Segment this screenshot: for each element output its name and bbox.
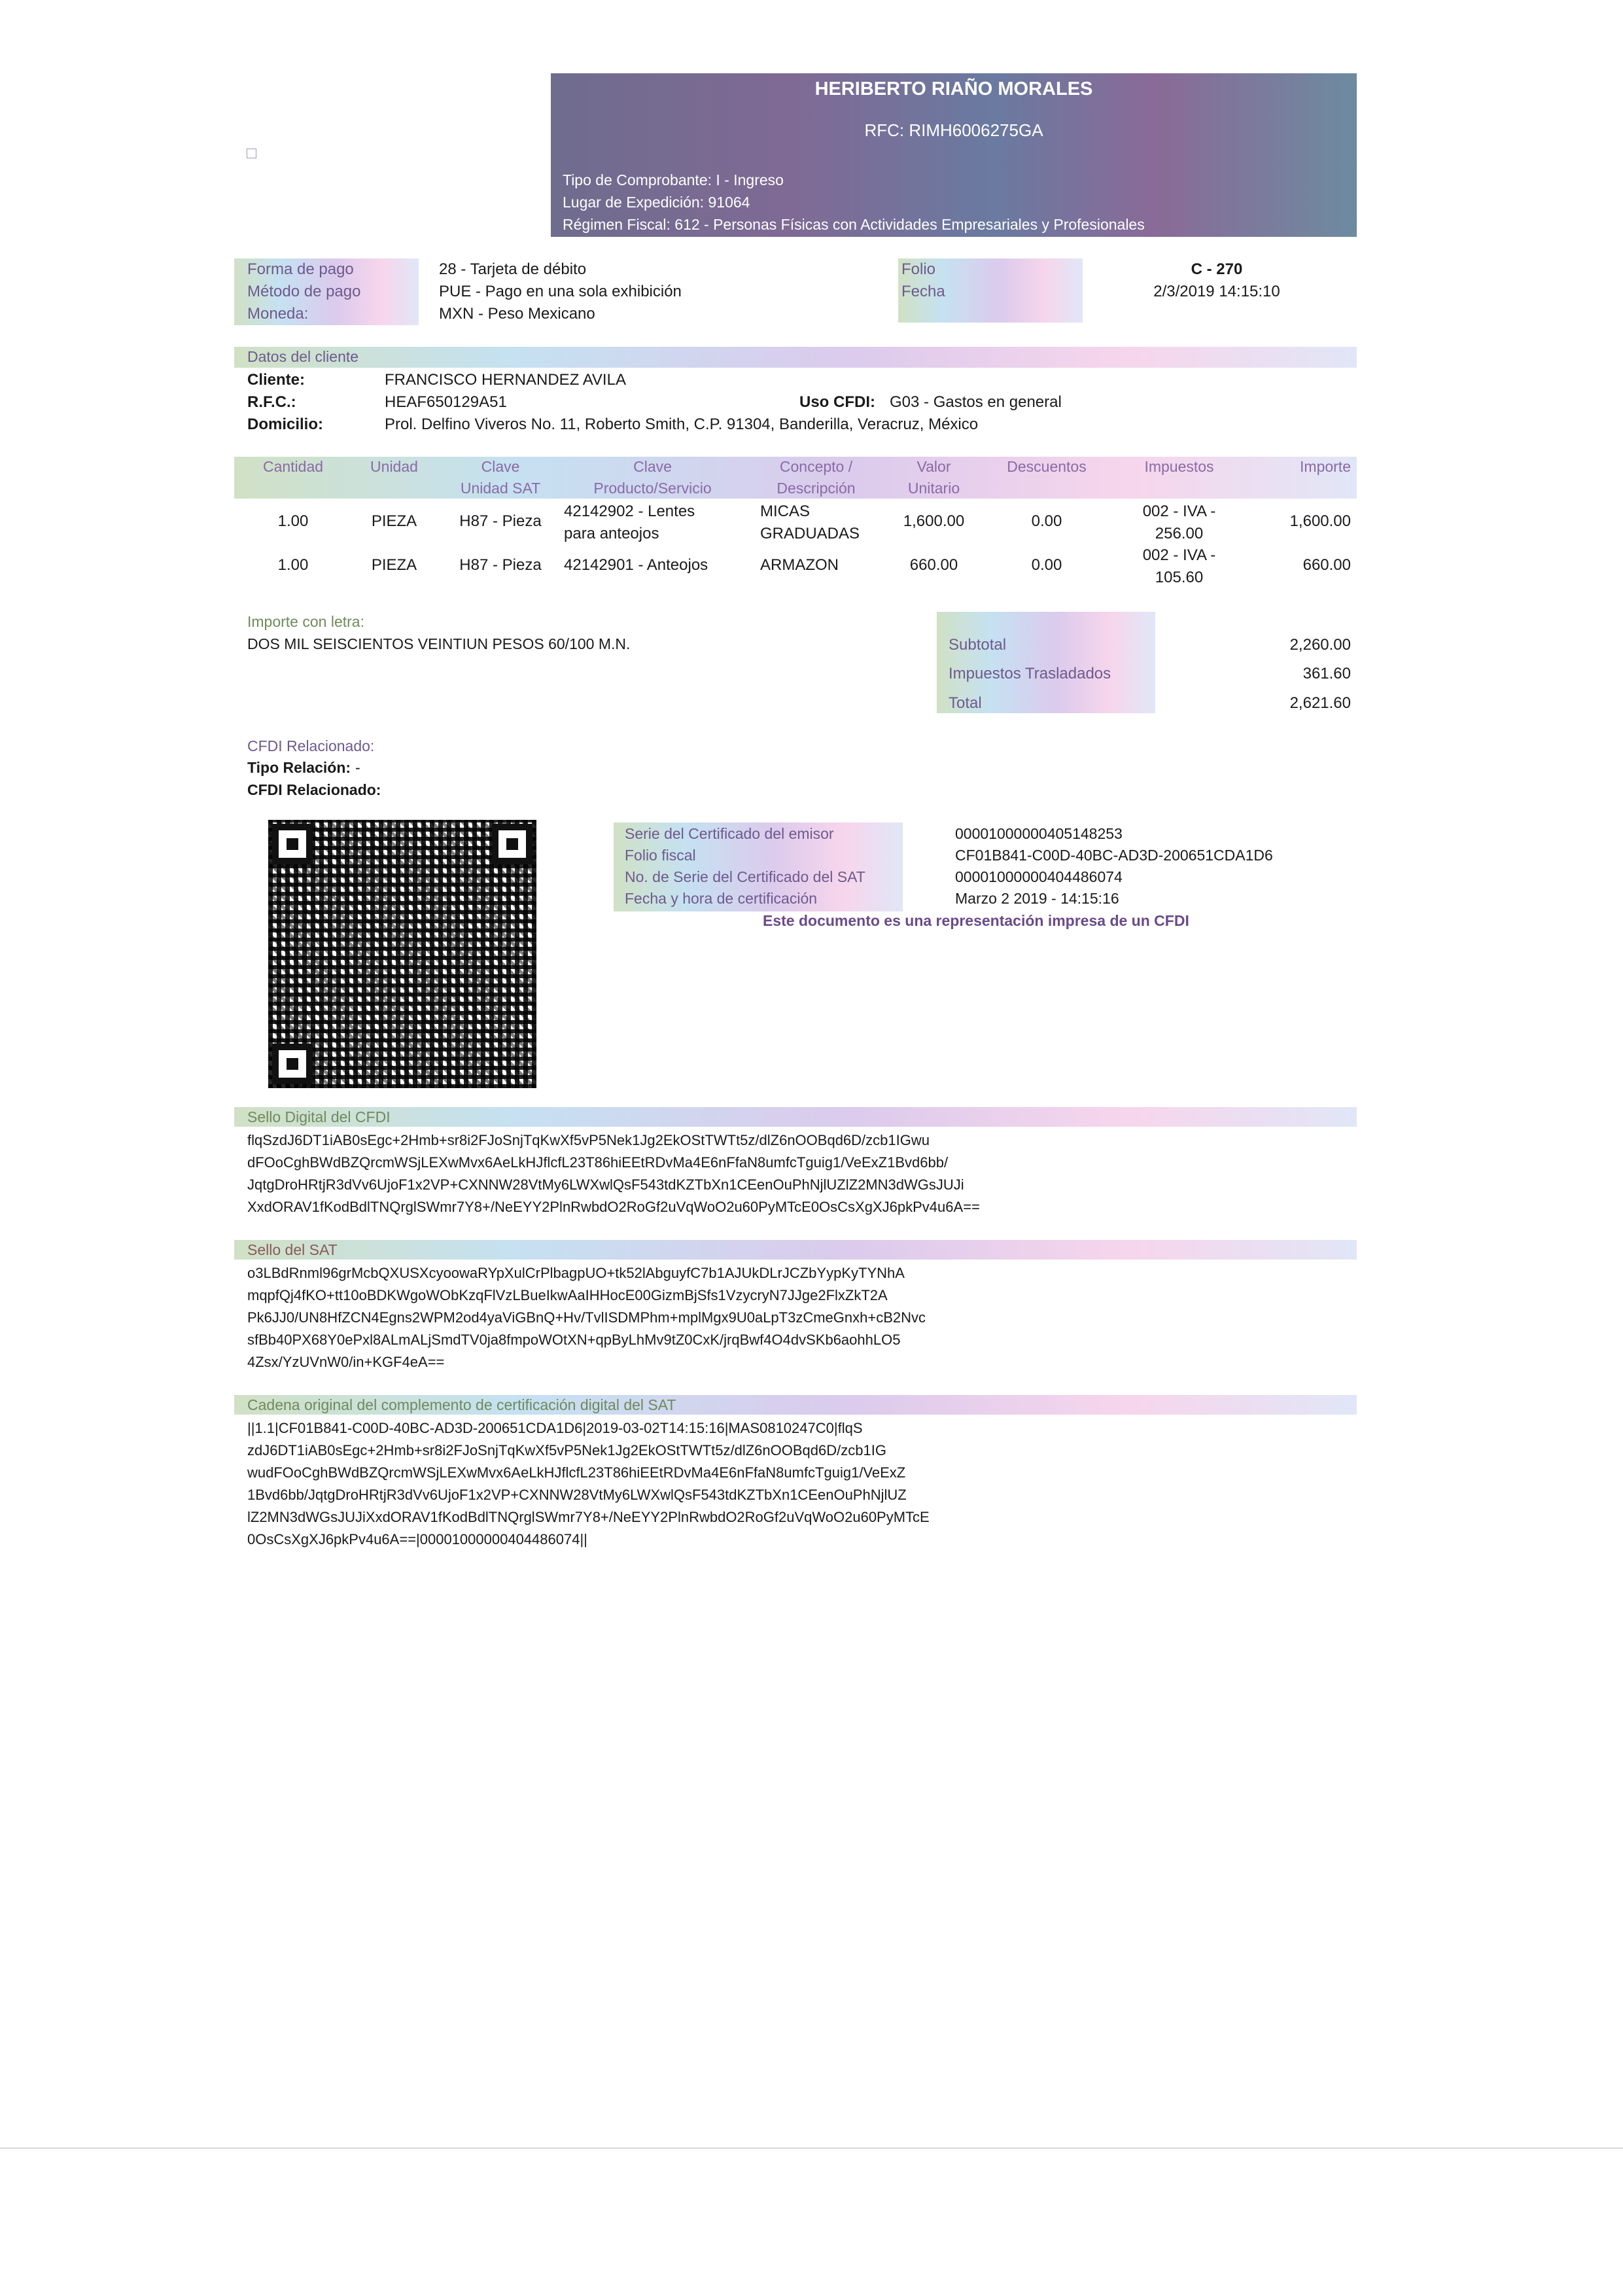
cadena-line: wudFOoCghBWdBZQrcmWSjLEXwMvx6AeLkHJflcfL23T86hiEEtRDvMa4E6nFfaN8umfcTguig1/VeExZ <box>247 1464 906 1481</box>
tipo-relacion-value: - <box>355 759 360 776</box>
th-concepto-2: Descripción <box>777 480 856 497</box>
cadena-line: lZ2MN3dWGsJUJiXxdORAV1fKodBdlTNQrglSWmr7Y8+/NeEYY2PlnRwbdO2RoGf2uVqWoO2u60PyMTcE <box>247 1509 930 1525</box>
forma-pago-value: 28 - Tarjeta de débito <box>439 260 587 278</box>
sello-sat-text <box>247 1262 1353 1373</box>
folio-fiscal-label: Folio fiscal <box>625 847 696 864</box>
th-clave-prod-2: Producto/Servicio <box>593 480 712 497</box>
serie-cert-label: Serie del Certificado del emisor <box>625 825 834 842</box>
th-impuestos: Impuestos <box>1144 458 1214 475</box>
issuer-name: HERIBERTO RIAÑO MORALES <box>814 79 1093 99</box>
sello-sat-line: 4Zsx/YzUVnW0/in+KGF4eA== <box>247 1354 445 1370</box>
tipo-comprobante: Tipo de Comprobante: I - Ingreso <box>563 171 784 188</box>
row2-importe: 660.00 <box>1302 556 1351 574</box>
regimen-fiscal: Régimen Fiscal: 612 - Personas Físicas con Actividades Empresariales y Profesionales <box>563 216 1145 233</box>
row1-concepto-1: MICAS <box>760 503 811 520</box>
cfdi-relacionado-title: CFDI Relacionado: <box>247 737 375 754</box>
cadena-line: zdJ6DT1iAB0sEgc+2Hmb+sr8i2FJoSnjTqKwXf5vP5Nek1Jg2EkOStTWTt5z/dlZ6nOOBqd6D/zcb1IG <box>247 1442 886 1458</box>
domicilio-value: Prol. Delfino Viveros No. 11, Roberto Smith, C.P. 91304, Banderilla, Veracruz, México <box>385 415 979 433</box>
th-valor-1: Valor <box>916 458 951 475</box>
sello-cfdi-title: Sello Digital del CFDI <box>247 1108 391 1125</box>
row1-impuesto-2: 256.00 <box>1155 525 1204 542</box>
rfc-value: HEAF650129A51 <box>385 393 507 411</box>
sello-cfdi-band <box>234 1107 1357 1127</box>
importe-letra-value: DOS MIL SEISCIENTOS VEINTIUN PESOS 60/100 M.N. <box>247 635 631 652</box>
cadena-title: Cadena original del complemento de certificación digital del SAT <box>247 1396 676 1413</box>
issuer-rfc: RFC: RIMH6006275GA <box>864 120 1043 140</box>
sello-sat-line: sfBb40PX68Y0ePxl8ALmALjSmdTV0ja8fmpoWOtXN+qpByLhMv9tZ0CxK/jrqBwf4O4dvSKb6aohhLO5 <box>247 1332 901 1348</box>
qr-finder-bottom-left <box>272 1044 313 1084</box>
qr-finder-top-left <box>272 824 313 864</box>
th-concepto-1: Concepto / <box>779 458 853 475</box>
th-unidad: Unidad <box>370 458 418 475</box>
row1-clave-prod-2: para anteojos <box>564 525 659 542</box>
row2-cantidad: 1.00 <box>277 556 309 574</box>
fecha-cert-label: Fecha y hora de certificación <box>625 890 818 907</box>
folio-fiscal-value: CF01B841-C00D-40BC-AD3D-200651CDA1D6 <box>955 847 1273 864</box>
sello-cfdi-line: XxdORAV1fKodBdlTNQrglSWmr7Y8+/NeEYY2PlnRwbdO2RoGf2uVqWoO2u60PyMTcE0OsCsXgXJ6pkPv4u6A== <box>247 1199 980 1215</box>
row1-clave-unidad: H87 - Pieza <box>459 512 542 530</box>
sello-cfdi-line: JqtgDroHRtjR3dVv6UjoF1x2VP+CXNNW28VtMy6LWXwlQsF543tdKZTbXn1CEenOuPhNjlUZlZ2MN3dWGsJUJi <box>247 1176 964 1193</box>
impuestos-trasladados-value: 361.60 <box>1302 665 1351 682</box>
row2-valor: 660.00 <box>909 556 958 574</box>
cfdi-relacionado-label: CFDI Relacionado: <box>247 781 381 798</box>
uso-cfdi-value: G03 - Gastos en general <box>890 393 1062 411</box>
folio-label: Folio <box>901 260 936 278</box>
th-importe: Importe <box>1300 458 1351 475</box>
metodo-pago-label: Método de pago <box>247 283 361 300</box>
sello-sat-line: mqpfQj4fKO+tt10oBDKWgoWObKzqFlVzLBueIkwAaIHHocE00GizmBjSfs1VzycryN7JJge2FlxZkT2A <box>247 1287 888 1303</box>
row2-descuento: 0.00 <box>1031 556 1062 574</box>
th-clave-unidad-1: Clave <box>481 458 520 475</box>
cliente-label: Cliente: <box>247 371 305 389</box>
folio-value: C - 270 <box>1191 260 1243 278</box>
row1-descuento: 0.00 <box>1031 512 1062 530</box>
sello-cfdi-line: flqSzdJ6DT1iAB0sEgc+2Hmb+sr8i2FJoSnjTqKwXf5vP5Nek1Jg2EkOStTWTt5z/dlZ6nOOBqd6D/zcb1IGwu <box>247 1132 930 1148</box>
rfc-label: R.F.C.: <box>247 393 296 411</box>
row1-impuesto-1: 002 - IVA - <box>1142 503 1216 520</box>
total-label: Total <box>949 694 982 712</box>
sello-sat-band <box>234 1240 1357 1260</box>
client-section-title: Datos del cliente <box>247 348 359 365</box>
th-descuentos: Descuentos <box>1007 458 1087 475</box>
subtotal-label: Subtotal <box>949 636 1007 654</box>
cadena-line: 0OsCsXgXJ6pkPv4u6A==|00001000000404486074|| <box>247 1531 587 1547</box>
row1-valor: 1,600.00 <box>903 512 965 530</box>
th-cantidad: Cantidad <box>262 458 324 475</box>
tipo-relacion-label: Tipo Relación: <box>247 759 351 776</box>
cliente-value: FRANCISCO HERNANDEZ AVILA <box>385 371 626 389</box>
sello-sat-title: Sello del SAT <box>247 1241 338 1258</box>
fecha-cert-value: Marzo 2 2019 - 14:15:16 <box>955 890 1119 907</box>
sat-serie-label: No. de Serie del Certificado del SAT <box>625 868 865 885</box>
row2-unidad: PIEZA <box>371 556 417 574</box>
sello-cfdi-text <box>247 1129 1353 1218</box>
row1-importe: 1,600.00 <box>1289 512 1351 530</box>
row2-concepto-1: ARMAZON <box>760 556 839 574</box>
sello-sat-line: o3LBdRnml96grMcbQXUSXcyoowaRYpXulCrPlbagpUO+tk52lAbguyfC7b1AJUkDLrJCZbYypKyTYNhA <box>247 1265 905 1281</box>
uso-cfdi-label: Uso CFDI: <box>799 393 875 411</box>
sat-serie-value: 00001000000404486074 <box>955 868 1123 885</box>
moneda-label: Moneda: <box>247 305 309 323</box>
subtotal-value: 2,260.00 <box>1289 636 1351 654</box>
fecha-label: Fecha <box>901 283 945 300</box>
sello-cfdi-line: dFOoCghBWdBZQrcmWSjLEXwMvx6AeLkHJflcfL23T86hiEEtRDvMa4E6nFfaN8umfcTguig1/VeExZ1Bvd6bb/ <box>247 1154 949 1171</box>
impuestos-trasladados-label: Impuestos Trasladados <box>949 665 1111 682</box>
moneda-value: MXN - Peso Mexicano <box>439 305 595 323</box>
row2-impuesto-1: 002 - IVA - <box>1142 546 1216 564</box>
metodo-pago-value: PUE - Pago en una sola exhibición <box>439 283 682 300</box>
th-valor-2: Unitario <box>907 480 960 497</box>
scan-edge-line <box>0 2147 1623 2149</box>
row2-clave-prod-1: 42142901 - Anteojos <box>564 556 708 574</box>
lugar-expedicion: Lugar de Expedición: 91064 <box>563 194 750 211</box>
qr-finder-top-right <box>492 824 532 864</box>
fecha-value: 2/3/2019 14:15:10 <box>1153 283 1280 300</box>
issuer-header <box>551 73 1357 237</box>
cadena-text <box>247 1417 1353 1551</box>
row2-impuesto-2: 105.60 <box>1155 569 1204 586</box>
row1-cantidad: 1.00 <box>277 512 309 530</box>
th-clave-unidad-2: Unidad SAT <box>460 480 541 497</box>
sello-sat-line: Pk6JJ0/UN8HfZCN4Egns2WPM2od4yaViGBnQ+Hv/TvlISDMPhm+mplMgx9U0aLpT3zCmeGnxh+cB2Nvc <box>247 1309 926 1326</box>
serie-cert-value: 00001000000405148253 <box>955 825 1123 842</box>
row2-clave-unidad: H87 - Pieza <box>459 556 542 574</box>
importe-letra-label: Importe con letra: <box>247 613 364 630</box>
forma-pago-label: Forma de pago <box>247 260 354 278</box>
row1-concepto-2: GRADUADAS <box>760 525 860 542</box>
row1-clave-prod-1: 42142902 - Lentes <box>564 503 695 520</box>
total-value: 2,621.60 <box>1289 694 1351 712</box>
client-title-band <box>234 347 1357 368</box>
th-clave-prod-1: Clave <box>633 458 672 475</box>
checkbox-mark <box>247 149 256 158</box>
row1-unidad: PIEZA <box>371 512 417 530</box>
domicilio-label: Domicilio: <box>247 415 324 433</box>
qr-code <box>268 820 536 1088</box>
cadena-line: 1Bvd6bb/JqtgDroHRtjR3dVv6UjoF1x2VP+CXNNW28VtMy6LWXwlQsF543tdKZTbXn1CEenOuPhNjlUZ <box>247 1487 907 1503</box>
cadena-line: ||1.1|CF01B841-C00D-40BC-AD3D-200651CDA1D6|2019-03-02T14:15:16|MAS0810247C0|flqS <box>247 1420 863 1436</box>
cfdi-note: Este documento es una representación impresa de un CFDI <box>763 912 1189 929</box>
